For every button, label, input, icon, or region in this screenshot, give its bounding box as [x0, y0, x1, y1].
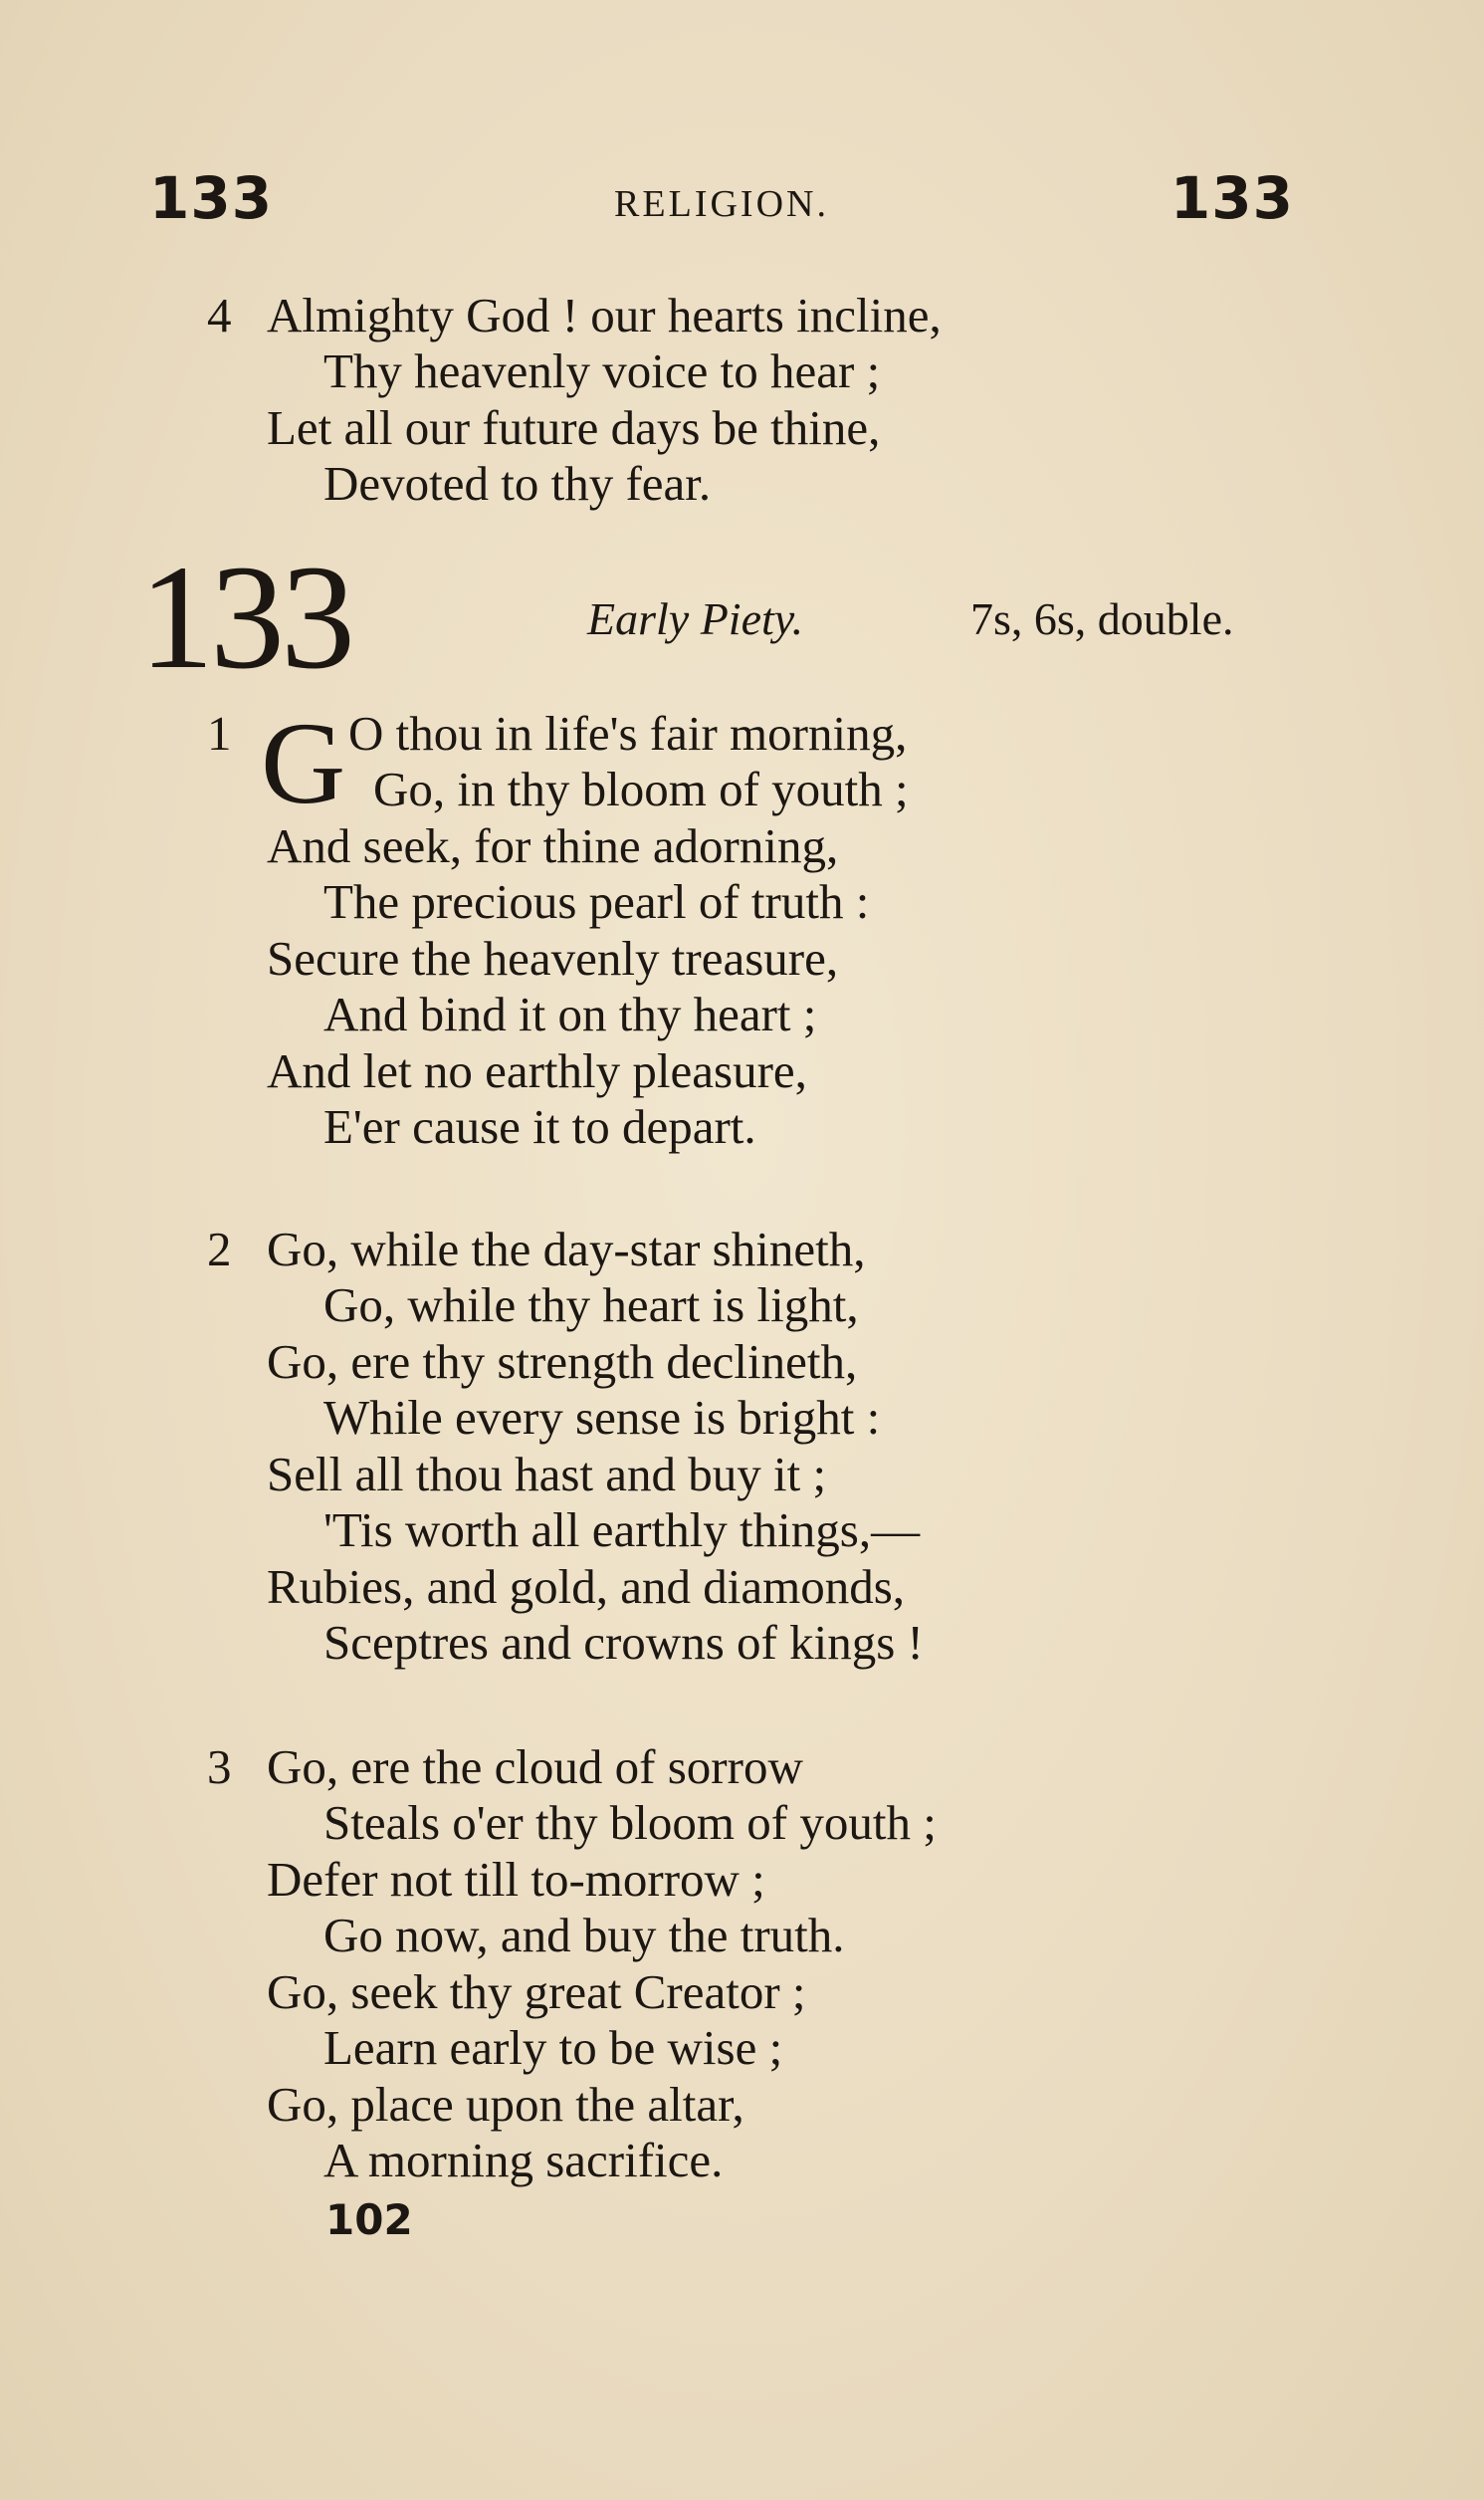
verse-line: And let no earthly pleasure, — [267, 1043, 807, 1098]
verse-line: 'Tis worth all earthly things,— — [323, 1502, 921, 1557]
verse-line: A morning sacrifice. — [323, 2133, 724, 2187]
verse-line: Go, in thy bloom of youth ; — [373, 762, 909, 816]
running-header — [149, 164, 1294, 244]
verse-line: Let all our future days be thine, — [267, 400, 881, 455]
verse-line: Rubies, and gold, and diamonds, — [267, 1559, 906, 1614]
verse-line: Steals o'er thy bloom of youth ; — [323, 1795, 937, 1850]
hymn-title: Early Piety. — [587, 593, 804, 644]
verse-line: Go, seek thy great Creator ; — [267, 1964, 806, 2019]
verse-line: Almighty God ! our hearts incline, — [267, 288, 942, 342]
section-title: RELIGION. — [614, 183, 829, 225]
verse-line: Sell all thou hast and buy it ; — [267, 1447, 827, 1501]
verse-line: Defer not till to-morrow ; — [267, 1852, 765, 1907]
verse-line: Go, ere the cloud of sorrow — [267, 1739, 803, 1794]
folio-number: 102 — [325, 2195, 413, 2244]
verse-line: O thou in life's fair morning, — [348, 706, 908, 761]
verse-line: And seek, for thine adorning, — [267, 818, 839, 873]
hymn-number: 133 — [139, 535, 351, 700]
verse-line: While every sense is bright : — [323, 1390, 881, 1445]
verse-line: Go, ere thy strength declineth, — [267, 1334, 858, 1389]
verse-line: Go now, and buy the truth. — [323, 1908, 845, 1962]
page-number-right: 133 — [1169, 164, 1294, 232]
hymn-meter: 7s, 6s, double. — [970, 593, 1234, 644]
verse-line: Sceptres and crowns of kings ! — [323, 1615, 924, 1670]
verse-line: Go, while the day-star shineth, — [267, 1222, 866, 1276]
drop-cap: G — [261, 698, 346, 828]
verse-number: 4 — [207, 288, 232, 342]
verse-number: 2 — [207, 1222, 232, 1276]
verse-line: And bind it on thy heart ; — [323, 987, 817, 1041]
verse-line: Devoted to thy fear. — [323, 456, 712, 511]
verse-line: Secure the heavenly treasure, — [267, 931, 839, 986]
verse-line: Learn early to be wise ; — [323, 2020, 783, 2075]
verse-line: Go, place upon the altar, — [267, 2077, 744, 2132]
verse-number: 3 — [207, 1739, 232, 1794]
verse-number: 1 — [207, 706, 232, 761]
page-number-left: 133 — [149, 164, 274, 232]
verse-line: The precious pearl of truth : — [323, 874, 870, 929]
verse-line: Go, while thy heart is light, — [323, 1277, 859, 1332]
verse-line: Thy heavenly voice to hear ; — [323, 343, 881, 398]
verse-line: E'er cause it to depart. — [323, 1099, 756, 1154]
